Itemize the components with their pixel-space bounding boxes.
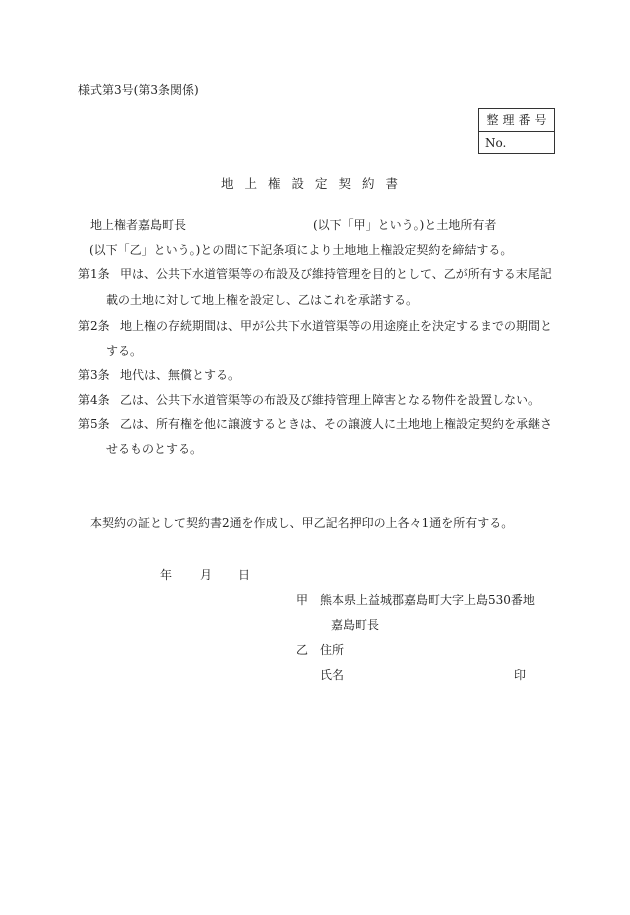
party-a-name: 嘉島町長 (331, 618, 380, 632)
article-5-line-1: 乙は、所有権を他に譲渡するときは、その譲渡人に土地地上権設定契約を承継さ (120, 417, 553, 431)
party-a-address: 熊本県上益城郡嘉島町大字上島530番地 (320, 593, 535, 607)
reference-box-title: 整理番号 (479, 109, 554, 132)
article-5-line-2: せるものとする。 (106, 442, 203, 456)
intro-line-1a: 地上権者嘉島町長 (90, 218, 187, 232)
party-a-mark: 甲 (296, 593, 309, 607)
intro-line-1b: (以下「甲」という。)と土地所有者 (313, 218, 497, 232)
date-year-label: 年 (160, 568, 173, 582)
date-line (160, 569, 250, 581)
seal-mark: 印 (514, 668, 527, 682)
article-1-number: 第1条 (78, 267, 110, 281)
article-2-line-2: する。 (106, 344, 143, 358)
party-b-name-label: 氏名 (320, 668, 345, 682)
reference-number-box (478, 108, 555, 154)
date-month-label: 月 (200, 568, 213, 582)
article-1-line-1: 甲は、公共下水道管渠等の布設及び維持管理を目的として、乙が所有する末尾記 (120, 267, 552, 281)
article-4-number: 第4条 (78, 393, 110, 407)
article-1-line-2: 載の土地に対して地上権を設定し、乙はこれを承諾する。 (106, 293, 419, 307)
party-b-address-label: 住所 (320, 643, 345, 657)
date-day-label: 日 (238, 568, 251, 582)
intro-line-2: (以下「乙」という。)との間に下記条項により土地地上権設定契約を締結する。 (89, 243, 513, 257)
form-label: 様式第3号(第3条関係) (78, 83, 199, 97)
article-4-line-1: 乙は、公共下水道管渠等の布設及び維持管理上障害となる物件を設置しない。 (120, 393, 541, 407)
party-b-mark: 乙 (296, 643, 309, 657)
article-5-number: 第5条 (78, 417, 110, 431)
reference-number-label: No. (485, 136, 507, 150)
document-title: 地上権設定契約書 (221, 176, 410, 191)
closing-statement: 本契約の証として契約書2通を作成し、甲乙記名押印の上各々1通を所有する。 (90, 516, 514, 530)
article-3-line-1: 地代は、無償とする。 (120, 368, 241, 382)
article-2-number: 第2条 (78, 319, 110, 333)
article-2-line-1: 地上権の存続期間は、甲が公共下水道管渠等の用途廃止を決定するまでの期間と (120, 319, 553, 333)
article-3-number: 第3条 (78, 368, 110, 382)
